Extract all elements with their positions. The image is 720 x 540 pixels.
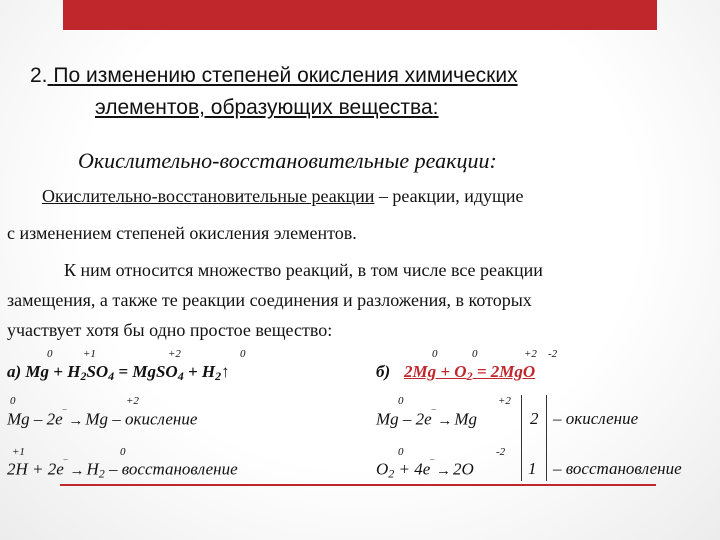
ox-b-3: +2 [524,348,537,360]
ox-right-1b: +2 [498,395,511,407]
heading-text-2: элементов, образующих вещества [95,96,433,119]
ox-right-2a: 0 [398,446,404,458]
ox-a-2: +1 [83,348,96,360]
ox-left-2a: +1 [12,446,25,458]
ox-a-3: +2 [168,348,181,360]
balance-divider-2 [546,395,547,481]
arrow-icon: → [435,462,451,479]
label-oxidation: – окисление [553,409,639,428]
ox-right-1a: 0 [398,395,404,407]
subtitle: Окислительно-восстановительные реакции: [78,148,497,173]
coefficient-1: 2 [530,409,539,428]
label-reduction: – восстановление [553,459,682,478]
reaction-b: $2Mg + O_2 = 2MgO$ [404,362,536,383]
bottom-accent-rule [60,484,656,486]
ox-right-2b: -2 [496,446,506,458]
ox-left-1b: +2 [126,395,139,407]
balance-divider-1 [521,395,522,481]
half-left-oxidation: Mg – 2e‾ → Mg – окисление [7,409,198,429]
heading-text-1: По изменению степеней окисления химических [53,64,518,87]
paragraph-line-2: замещения, а также те реакции соединения и разложения, в которых [7,290,532,310]
paragraph-line-1: К ним относится множество реакций, в том числе все реакции [64,260,543,280]
ox-b-4: -2 [548,348,558,360]
top-accent-bar [63,0,657,30]
paragraph-line-3: участвует хотя бы одно простое вещество: [7,320,333,340]
gas-up-arrow-icon: ↑ [221,362,230,381]
coefficient-2: 1 [528,459,537,478]
heading-line-1 [30,64,518,88]
heading-number: 2. [30,64,48,87]
ox-b-2: 0 [472,348,478,360]
arrow-icon: → [437,412,453,429]
ox-left-1a: 0 [10,395,16,407]
half-right-oxidation: Mg – 2e‾ → Mg [376,409,478,429]
definition-line-2: с изменением степеней окисления элементов. [7,223,357,243]
ox-left-2b: 0 [120,446,126,458]
reaction-a: а) $Mg + H_2SO_4$ = MgSO$_4$ + $H_2↑$ [7,362,230,383]
half-left-reduction: $2H + 2e^‾ \to H_2$ – восстановление [7,459,238,481]
ox-a-1: 0 [47,348,53,360]
definition-term: Окислительно-восстановительные реакции [42,186,375,206]
heading-colon: : [432,96,439,119]
definition-rest-1: – реакции, идущие [374,186,524,206]
ox-b-1: 0 [432,348,438,360]
definition-line-1 [42,186,524,207]
half-right-reduction: $O_2 + 4e^‾ \to 2O$ [376,459,474,481]
ox-a-4: 0 [240,348,246,360]
arrow-icon: → [68,412,84,429]
arrow-icon: → [69,462,85,479]
reaction-b-label: б) [376,362,391,381]
heading-line-2 [95,96,438,120]
